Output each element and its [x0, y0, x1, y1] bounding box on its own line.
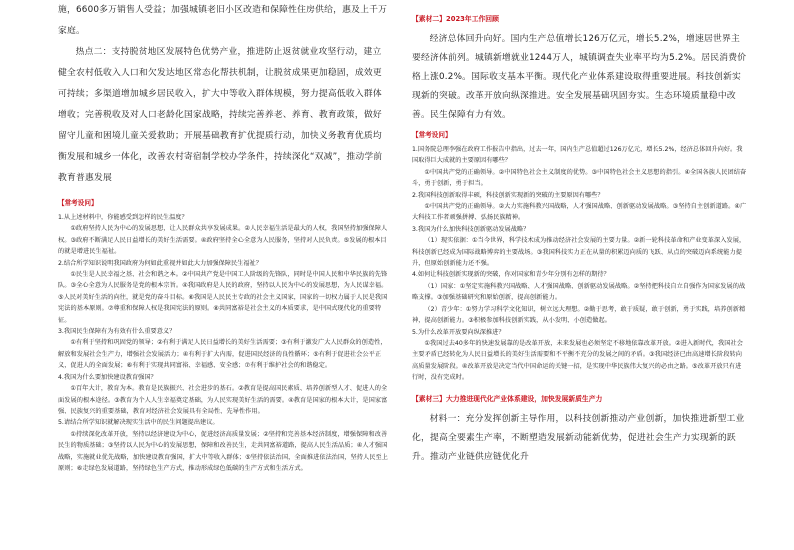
left-answer-2: ①民生是人民幸福之基、社会和谐之本。②中国共产党是中国工人阶级的先锋队，同时是中国人民和中华民族的先锋队。③全心全意为人民服务是党的根本宗旨。④我国政府是人民的政府，坚持以人民为中心的发展思想，为人民谋幸福。⑤人民对美好生活的向往，就是党的奋斗目标。⑥我国是人民民主专政的社会主义国家，国家的一切权力属于人民是我国宪法的基本原则。⑦尊重和保障人权是我国宪法的原则。⑧共同富裕是社会主义的本质要求，是中国式现代化的重要特征。	[58, 271, 388, 324]
right-answer-5: ①我国过去40多年的快速发展靠的是改革开放，未来发展也必须坚定不移地依靠改革开放。②进入新时代，我国社会主要矛盾已经转化为人民日益增长的美好生活需要和不平衡不充分的发展之间的矛盾。③我国经济已由高速增长阶段转向高质量发展阶段。④改革开放是决定当代中国命运的关键一招，是实现中华民族伟大复兴的必由之路。⑤改革开放只有进行时，没有完成时。	[412, 339, 743, 382]
intro-paragraph-2: 热点二：支持脱贫地区发展特色优势产业，推进防止返贫就业攻坚行动，建立健全农村低收入人口和欠发达地区常态化帮扶机制，让脱贫成果更加稳固，成效更可持续；多渠道增加城乡居民收入，扩大中等收入群体规模，努力提高低收入群体增收；完善税收及对人口老龄化国家战略，持续完善养老、养育、教育政策，做好留守儿童和困境儿童关爱救助；开展基础教育扩优提质行动，加快义务教育优质均衡发展和城乡一体化，改善农村寄宿制学校办学条件，持续深化“双减”，推动学前教育普惠发展	[58, 47, 383, 183]
left-tip-label: 【常考设问】	[58, 199, 98, 207]
right-tip-label: 【常考设问】	[412, 131, 452, 139]
left-question-4: 4.我国为什么要加快建设教育强国？	[58, 373, 157, 381]
left-column	[58, 0, 388, 550]
section2-body: 经济总体回升向好。国内生产总值增长126万亿元，增长5.2%，增速居世界主要经济体前列。城镇新增就业1244万人，城镇调查失业率平均为5.2%。居民消费价格上涨0.2%。国际收支基本平衡。现代化产业体系建设取得重要进展。科技创新实现新的突破。改革开放向纵深推进。安全发展基础巩固夯实。生态环境质量稳中改善。民生保障有力有效。	[412, 34, 747, 120]
right-question-5: 5.为什么改革开放要向纵深推进？	[412, 328, 505, 336]
left-answer-4: ①百年大计，教育为本。教育是民族振兴、社会进步的基石。②教育是提高国民素质、培养创新型人才、促进人的全面发展的根本途径。③教育为个人人生幸福奠定基础，为人民实现美好生活的需要。④教育是国家的根本大计，是国家富强、民族复兴的重要基础，教育对经济社会发展具有全局性、先导性作用。	[58, 385, 388, 415]
left-question-1: 1.从上述材料中，你能感受到怎样的民生温度？	[58, 214, 188, 221]
section2-title: 【素材二】2023年工作回顾	[412, 15, 499, 23]
left-answer-5: ①持续深化改革开放，坚持以经济建设为中心，促进经济高质量发展；②坚持和完善基本经济制度，增强保障和改善民生的物质基础；③坚持以人民为中心的发展思想，保障和改善民生，走共同富裕道路，提高人民生活品质；④人才强国战略，实施就业优先战略，加快建设教育强国，扩大中等收入群体；⑤坚持依法治国，全面推进依法治国，坚持人民至上原则；⑥走绿色发展道路，坚持绿色生产方式，推动形成绿色低碳的生产方式和生活方式。	[58, 430, 388, 472]
right-question-4: 4.如何让科技创新实现新的突破，你对国家和青少年分别有怎样的期待？	[412, 271, 610, 279]
left-answer-3: ①有利于坚持和巩固党的领导；②有利于满足人民日益增长的美好生活需要；③有利于激发广大人民群众的创造性，解放和发展社会生产力，增强社会发展活力；④有利于扩大内需，促进国民经济的良性循环；⑤有利于促进社会公平正义，促进人的全面发展；⑥有利于实现共同富裕、幸福感、安全感；⑦有利于维护社会的和谐稳定。	[58, 339, 387, 370]
right-answer-1: ①中国共产党的正确领导。②中国特色社会主义制度的优势。③中国特色社会主义思想的指引。④全国各族人民团结奋斗，勇于创新，勇于担当。	[412, 168, 747, 188]
section3-title: 【素材三】大力推进现代化产业体系建设，加快发展新质生产力	[412, 394, 603, 403]
left-answer-1: ①政府坚持人民为中心的发展思想，让人民群众共享发展成果。②人民幸福生活是最大的人权，我国坚持加强保障人权。③政府不断满足人民日益增长的美好生活需要。④政府坚持全心全意为人民服务，坚持对人民负责。⑤发展的根本目的就是增进民生福祉。	[58, 225, 388, 256]
left-question-2: 2.结合所学知识说明我国政府为何如此重视并如此大力加强保障民生福祉？	[58, 259, 262, 267]
right-column	[412, 0, 747, 550]
left-question-3: 3.我国民生保障有为有效有什么重要意义？	[58, 328, 176, 336]
right-answer-4b: （2）青少年：①努力学习科学文化知识，树立远大理想。②勤于思考，敢于质疑，敢于创新，勇于实践，培养创新精神，提高创新能力。③积极参加科技创新实践，从小发明、小创造做起。	[412, 305, 746, 325]
intro-paragraph-1: 施，6600多万销售人受益；加强城镇老旧小区改造和保障性住房供给，惠及上千万家庭。	[58, 5, 388, 36]
right-question-2: 2.我国科技创新取得丰硕，科技创新实现新的突破的主要原因有哪些？	[412, 191, 604, 199]
right-answer-2: ①中国共产党的正确领导。②大力实施科教兴国战略，人才强国战略、创新驱动发展战略。③坚持自主创新道路。④广大科技工作者顽强拼搏、弘扬民族精神。	[412, 203, 747, 222]
left-question-5: 5.请结合所学知识就解决现实生活中的民生问题提出建议。	[58, 419, 219, 427]
right-question-1: 1.国务院总理李强在政府工作报告中指出，过去一年，国内生产总值超过126万亿元，增长5.2%，经济总体回升向好。我国取得巨大成就的主要原因有哪些？	[412, 146, 743, 165]
right-answer-4a: （1）国家：①坚定实施科教兴国战略、人才强国战略、创新驱动发展战略。②坚持把科技自立自强作为国家发展的战略支撑。③加强基础研究和原始创新，提高创新能力。	[412, 282, 746, 302]
right-answer-3: （1）现实依据：①当今世界，科学技术成为推动经济社会发展的主要力量。②新一轮科技革命和产业变革深入发展，科技创新已经成为国际战略博弈的主要战场。③我国科技实力正在从量的积累迈向质的飞跃、从点的突破迈向系统能力提升，但原始创新能力还不强。	[412, 237, 746, 268]
section3-body: 材料一：充分发挥创新主导作用，以科技创新推动产业创新，加快推进新型工业化，提高全要素生产率，不断塑造发展新动能新优势，促进社会生产力实现新的跃升。推动产业链供应链优化升	[412, 413, 745, 462]
right-question-3: 3.我国为什么加快科技创新驱动发展战略？	[412, 225, 530, 233]
